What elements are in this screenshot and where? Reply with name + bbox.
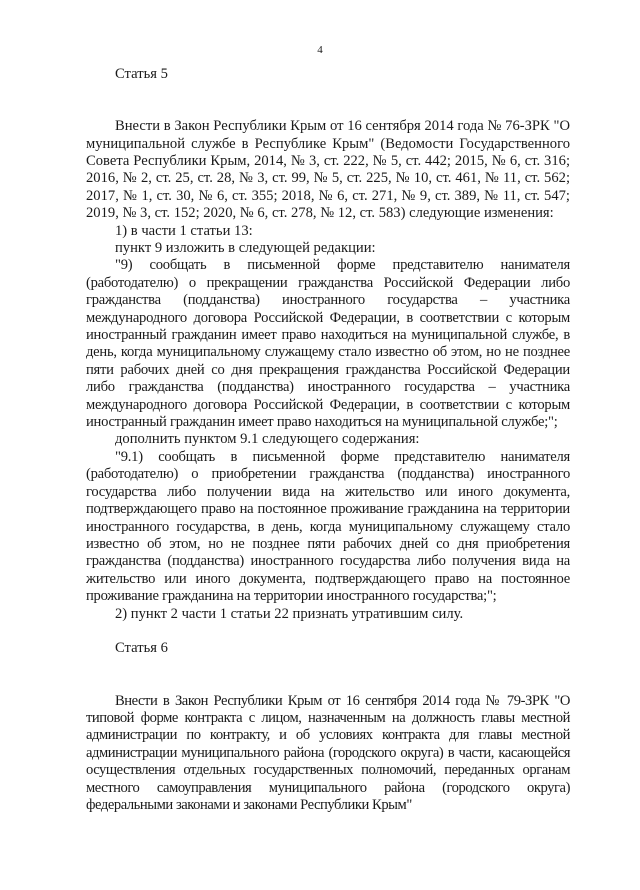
article-5-item-9-intro: пункт 9 изложить в следующей редакции: <box>115 240 376 257</box>
page-number: 4 <box>317 44 323 56</box>
article-5-item-9-1-intro: дополнить пунктом 9.1 следующего содержания: <box>115 431 420 448</box>
article-6 <box>86 640 570 814</box>
article-5-item-9-text: "9) сообщать в письменной форме представителю нанимателя (работодателю) о прекращении гражданства Российской Федерации либо гражданства (подданства) иностранного государства – участника международного договора Российской Федерации, в соответствии с которым иностранный гражданин имеет право находиться на муниципальной службе, в день, когда муниципальному служащему стало известно об этом, но не позднее пяти рабочих дней со дня прекращения гражданства Российской Федерации либо гражданства (подданства) иностранного государства – участника международного договора Российской Федерации, в соответствии с которым иностранный гражданин имеет право находиться на муниципальной службе;"; <box>86 257 570 431</box>
article-5 <box>86 66 570 623</box>
article-6-preamble: Внести в Закон Республики Крым от 16 сентября 2014 года № 79-ЗРК "О типовой форме контракта с лицом, назначенным на должность главы местной администрации по контракту, и об условиях контракта для главы местной администрации муниципального района (городского округа) в части, касающейся осуществления отдельных государственных полномочий, переданных органам местного самоуправления муниципального района (городского округа) федеральными законами и законами Республики Крым" <box>86 692 570 813</box>
article-heading: Статья 6 <box>115 640 168 657</box>
article-5-item-1: 1) в части 1 статьи 13: <box>115 222 253 239</box>
article-5-item-2: 2) пункт 2 части 1 статьи 22 признать утратившим силу. <box>115 605 464 622</box>
article-5-item-9-1-text: "9.1) сообщать в письменной форме представителю нанимателя (работодателю) о приобретении гражданства (подданства) иностранного государства либо получении вида на жительство или иного документа, подтверждающего право на постоянное проживание гражданина на территории иностранного государства, в день, когда муниципальному служащему стало известно об этом, но не позднее пяти рабочих дней со дня приобретения гражданства (подданства) иностранного государства либо получения вида на жительство или иного документа, подтверждающего право на постоянное проживание гражданина на территории иностранного государства;"; <box>86 448 570 605</box>
article-5-preamble: Внести в Закон Республики Крым от 16 сентября 2014 года № 76-ЗРК "О муниципальной службе в Республике Крым" (Ведомости Государственного Совета Республики Крым, 2014, № 3, ст. 222, № 5, ст. 442; 2015, № 6, ст. 316; 2016, № 2, ст. 25, ст. 28, № 3, ст. 99, № 5, ст. 225, № 10, ст. 461, № 11, ст. 562; 2017, № 1, ст. 30, № 6, ст. 355; 2018, № 6, ст. 271, № 9, ст. 389, № 11, ст. 547; 2019, № 3, ст. 152; 2020, № 6, ст. 278, № 12, ст. 583) следующие изменения: <box>86 118 570 222</box>
article-heading: Статья 5 <box>115 66 168 82</box>
document-body <box>86 66 570 814</box>
